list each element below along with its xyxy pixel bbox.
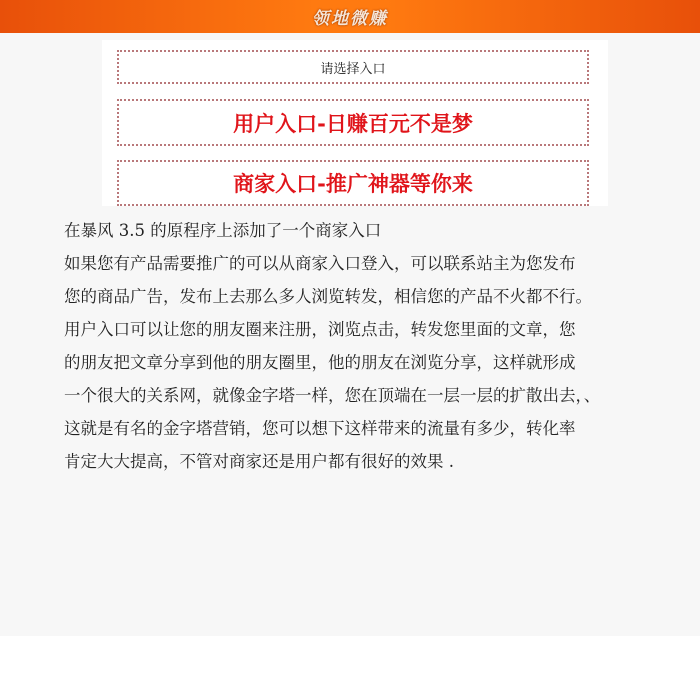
user-entry-label: 用户入口-日赚百元不是梦 — [233, 111, 473, 136]
description-line: 一个很大的关系网，就像金字塔一样，您在顶端在一层一层的扩散出去，、 — [64, 386, 601, 405]
description-text — [64, 214, 694, 478]
description-line: 肯定大大提高，不管对商家还是用户都有很好的效果 . — [64, 452, 454, 471]
user-entry-button[interactable] — [117, 99, 589, 146]
merchant-entry-label: 商家入口-推广神器等你来 — [233, 172, 473, 196]
description-line: 这就是有名的金字塔营销，您可以想下这样带来的流量有多少，转化率 — [64, 419, 576, 438]
description-line: 的朋友把文章分享到他的朋友圈里，他的朋友在浏览分享，这样就形成 — [64, 353, 576, 372]
description-line: 用户入口可以让您的朋友圈来注册，浏览点击，转发您里面的文章，您 — [64, 320, 576, 339]
description-line: 在暴风 3.5 的原程序上添加了一个商家入口 — [64, 221, 382, 240]
description-line: 您的商品广告，发布上去那么多人浏览转发，相信您的产品不火都不行。 — [64, 287, 592, 306]
header-banner — [0, 0, 700, 33]
description-line: 如果您有产品需要推广的可以从商家入口登入，可以联系站主为您发布 — [64, 254, 576, 273]
entry-prompt-label: 请选择入口 — [320, 61, 386, 77]
entry-prompt — [117, 50, 589, 84]
merchant-entry-button[interactable] — [117, 160, 589, 206]
header-title: 领地微赚 — [312, 9, 388, 29]
